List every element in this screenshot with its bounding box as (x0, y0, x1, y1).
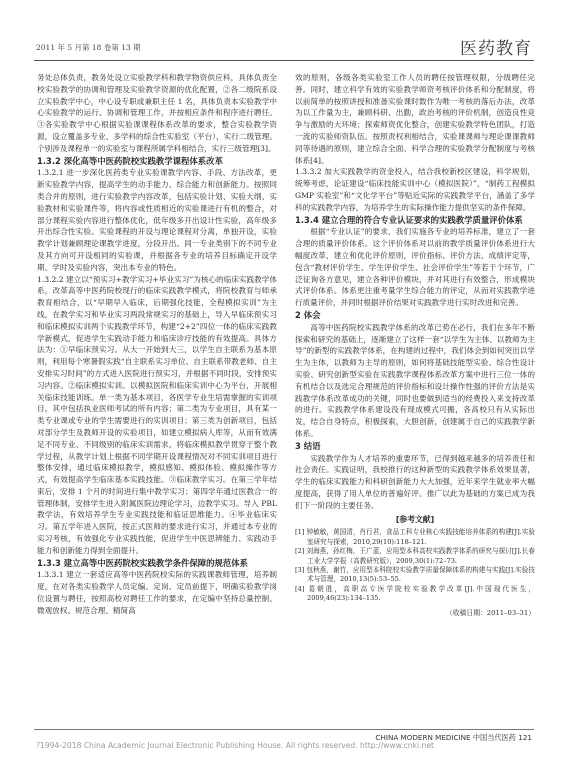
paragraph: 效的原则，各级各类实验室工作人员的聘任按管理权限，分级聘任完善。同时，建立科学有效的实验教学师资考核评价体系和分配制度，将以前简单的按照讲授和准备实验课时数作为唯一考核的落后办法，改革为以工作量为主，兼顾科研、出勤，政治考核的评价机制，创造良性竞争与激励的大环境；探索师资优化整合，创建实验教学特色团队，打造一流的实验师资队伍。按照责权利相结合，实验课课师与理论课课教师同等待遇的原则，建立综合全面、科学合理的实验教学分配制度与考核体系[4]。 (295, 73, 535, 165)
left-column (37, 72, 277, 720)
footer-rule (34, 729, 534, 730)
paragraph: 根据“专业认证”的要求，我们实施各专业的培养标准，建立了一套合理的质量评价体系。这个评价体系对以前的教学质量评价体系进行大幅度改革，建立和优化评价原则，评价指标、评价方法、成绩评定等，包含“教材评价学生、学生评价学生、社会评价学生”等若干个环节，广泛征询各方意见，建立各种评价模块，并对其进行有效整合，形成模块式评价体系。体系更注重考量学生综合能力的评定，从而对实践教学进行质量评价，并同时根据评价结果对实践教学进行实时改进和完善。 (295, 227, 535, 308)
paragraph: 高等中医药院校实践教学体系的改革已势在必行，我们在多年不断探索和研究的基础上，逐渐建立了这样一套“以学生为主体、以教师为主导”的新型的实践教学体系，在构建的过程中，我们体会到如何突出以学生为主体，以教师为主导的原则，如何将基础技能型实验、综合性设计实验、研究创新型实验在实践教学课程体系改革方案中进行三位一体的有机结合以及选定合理规范的评价指标和设计操作性强的评价方法是实践教学体系改革成功的关键，同时也要做到适当的经费投入来支持改革的进行。实践教学体系建设没有现成模式可搬，各高校只有从实际出发，结合自身特点，积极探索，大胆创新，创建属于自己的实践教学新体系。 (295, 322, 535, 438)
references-title: [参考文献] (395, 515, 435, 525)
column-title: 医药教育 (460, 39, 532, 59)
paragraph: 1.3.3.2 加大实践教学的资金投入，结合我校新校区建设，科学规划，统筹考虑，论证建设“临床技能实训中心（模拟医院）”，“制药工程模拟 GMP 实验室”和“文化学平台”等贴近实际的实践教学平台，涵盖了多学科的实践教学内容，为培养学生的实际操作能力提供坚实的条件保障。 (295, 167, 535, 212)
subsection-heading: 1.3.3 建立高等中医药院校实践教学条件保障的规范体系 (37, 557, 249, 568)
reference-item: [4] 葛朝胜，高职高专医学院校实验教学改革[J].中国现代医生，2009,46(23):134–135. (295, 584, 535, 603)
paragraph: 1.3.3.1 建立一套适应高等中医药院校实际的实践课教师管理，培养制度，在对各类实验教学人员定编、定岗、定员前提下，明确实验教学岗位设置与聘任，按照高校对聘任工作的要求，在定编中坚持总量控制、微观放权、规范合理、精简高 (37, 570, 277, 615)
section-heading: 2 体会 (295, 309, 321, 320)
subsection-heading: 1.3.2 深化高等中医药院校实践教学课程体系改革 (37, 155, 223, 166)
received-date: （收稿日期：2011–03–31） (446, 608, 535, 617)
paragraph: 务处总体负责，教务处设立实验教学科和教学物资供应科，具体负责全校实验教学的协调和管理及实验教学资源的优化配置，②各二级院系设立实验教学中心，中心设专职或兼职主任 1 名，具体负责本实验教学中心实验教学的运行、协调和管理工作，并按相应条件和程序进行聘任。③各实验教学中心根据实验课课程体系改革的要求，整合实验教学资源，设立覆盖多专业、多学科的综合性实验室（平台），实行二级管理。个别涉及课程单一的实验室与课程所属学科相结合，实行三级管理[3]。 (37, 73, 277, 153)
section-heading: 3 结语 (295, 440, 321, 451)
issue-info: 2011 年 5 月第 18 卷第 13 期 (36, 43, 141, 52)
subsection-heading: 1.3.4 建立合理的符合专业认证要求的实践教学质量评价体系 (295, 214, 523, 225)
paragraph: 1.3.2.2 建立以“预实习+教学实习+毕业实习”为核心的临床实践教学体系，改革高等中医药院校现行的临床实践教学模式，将院校教育与师承教育相结合，以“早期早入临床，后期强化技能，全程模拟实训”为主线，在教学实习和毕业实习两段常规实习的基础上，导入早临床预实习和临床模拟实训两个实践教学环节，构建“2+2”四位一体的临床实践教学新模式，促进学生实践动手能力和临床诊疗技能的有效提高。具体方法为：①早临床预实习。从大一开始到大三，以学生自主联系为基本原则，利用每个寒暑假实践“自主联系实习单位、自主联系带教老师、自主安排实习时间”的方式进入医院进行预实习，并根据不同时段，安排预实习内容。②临床模拟实训。以模拟医院和临床实训中心为平台，开展相关临床技能训练。单一类为基本项目，各医学专业生培需掌握的实训项目，其中包括执业医师考试的所有内容；第二类为专业项目，具有某一类专业课或专业的学生需要进行的实训项目；第三类为创新项目，包括对部分学生及教师开设的实验项目，如建立模拟病人库等，从而有效满足不同专业、不同级别的临床实训需求。将临床模拟教学贯穿于整个教学过程，从教学计划上根据不同学期开设课程情况对不同实训项目进行整体安排，通过临床模拟教学，模拟感知、模拟体验、模拟操作等方式，有效提高学生临床基本实践技能。③临床教学实习。在第三学年结束后，安排 1 个月的时间进行集中教学实习；第四学年通过医教合一的管理体制，安排学生进入附属医院边理论学习，边教学实习。导入 PBL 教学法，有效培养学生专业实践技能和临证思维能力。④毕业临床实习。第五学年进入医院，按正式医师的要求进行实习，并通过本专业的实习考核，有效强化专业实践技能，促进学生中医思辨能力、实践动手能力和创新能力得到全面提升。 (37, 274, 277, 555)
paragraph: 1.3.2.1 进一步深化医药类专业实验课教学内容、手段、方法改革，更新实验教学内容，提高学生的动手能力、综合能力和创新能力。按照同类合并的原则，进行实验教学内容改革，包括实验计划、实验大纲、实验教材和实验课件等，将内容或性质相近的实验课进行有机的整合，对部分课程实验内容进行整体优化，低年级多开出设计性实验，高年级多开出综合性实验。实验课程的开设与理论课程对分离，单独开设，实验教学计划兼顾理论课教学进度，分段开出。同一专业类别下的不同专业及其方向可开设相同的实验课，并根据各专业的培养目标确定开设学期、学时及实验内容，突出本专业的特色。 (37, 168, 277, 272)
header-rule (34, 60, 534, 61)
paragraph: 实践教学作为人才培养的重要环节，已得到越来越多的培养责任和社会责任。实践证明，我校推行的这种新型的实践教学体系效果显著，学生的临床实践能力和科研创新能力大大加强，近年来学生就业率大幅度提高，获得了用人单位的普遍好评。推广以此为基础的方案已成为我们下一阶段的主要任务。 (295, 453, 535, 510)
reference-item: [3] 包秋燕，谢竹，应用型本科院校实验教学质量保障体系的构建与实践[J].实验技术与管理，2010,13(5):53–55. (295, 565, 535, 584)
right-column (295, 72, 535, 720)
reference-item: [2] 刘海燕，孙红梅，王广蓝，应用型本科高校实践教学体系的研究与探讨[J].长春工业大学学报（高教研究版），2009,30(1):72–73. (295, 547, 535, 565)
reference-item: [1] 钟敏敏，黄国清，肖行君，食品工科专业核心实践技能培养体系的构建[J].实验室研究与探索，2010,29(10):118–121. (295, 528, 535, 546)
copyright-notice: ?1994-2018 China Academic Journal Electronic Publishing House. All rights reserved. http://www.cnki.net (36, 741, 435, 750)
magazine-page-info: CHINA MODERN MEDICINE 中国当代医药 121 (375, 733, 532, 742)
